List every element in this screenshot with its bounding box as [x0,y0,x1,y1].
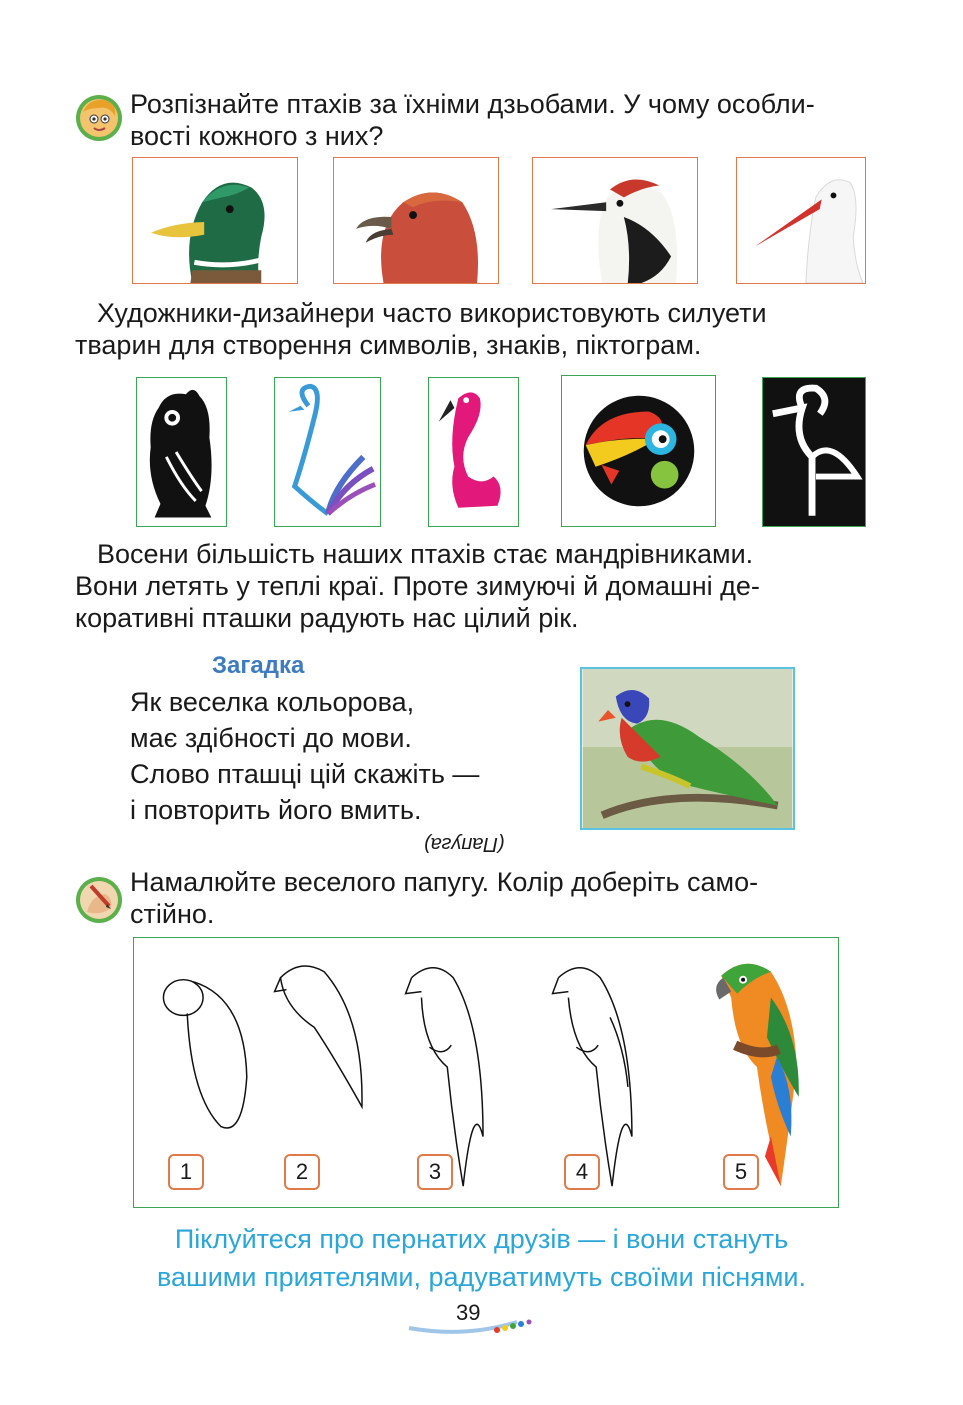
footer-line: вашими приятелями, радуватимуть своїми піснями. [157,1262,806,1292]
stork-pictogram [762,377,866,527]
swan-pictogram [274,377,381,527]
autumn-text [75,538,875,634]
task2-text [130,866,870,930]
riddle-title: Загадка [212,652,305,679]
step-number-2: 2 [284,1154,320,1190]
step-number-3: 3 [417,1154,453,1190]
owl-pictogram [136,377,227,527]
lorikeet-photo [580,667,795,830]
riddle-line: і повторить його вмить. [130,795,422,825]
stork-head-image [736,157,866,284]
task1-line: Розпізнайте птахів за їхніми дзьобами. У чому особли- [130,89,815,119]
task1-line: вості кожного з них? [130,121,384,151]
footer-note [60,1220,903,1296]
drawing-steps-panel [133,937,839,1208]
designers-line: тварин для створення символів, знаків, піктограм. [75,330,702,360]
step-number-4: 4 [564,1154,600,1190]
designers-line: Художники-дизайнери часто використовують силуети [97,298,767,328]
flamingo-pictogram [428,377,519,527]
riddle-text [130,684,479,828]
task2-line: стійно. [130,899,215,929]
step-number-1: 1 [168,1154,204,1190]
crossbill-head-image [333,157,499,284]
autumn-line: Восени більшість наших птахів стає мандрівниками. [97,539,754,569]
toucan-pictogram [561,375,716,527]
step-number-5: 5 [723,1154,759,1190]
task1-text [130,88,870,152]
woodpecker-head-image [532,157,698,284]
task2-line: Намалюйте веселого папугу. Колір доберіть само- [130,867,759,897]
riddle-answer: (Папуга) [424,833,505,855]
autumn-line: Вони летять у теплі краї. Проте зимуючі й домашні де- [75,571,760,601]
duck-head-image [132,157,298,284]
autumn-line: коративні пташки радують нас цілий рік. [75,603,579,633]
riddle-line: Як веселка кольорова, [130,687,415,717]
footer-line: Піклуйтеся про пернатих друзів — і вони стануть [174,1224,789,1254]
riddle-line: Слово пташці цій скажіть — [130,759,480,789]
child-head-icon [75,94,123,142]
riddle-line: має здібності до мови. [130,723,412,753]
page-number: 39 [456,1300,481,1325]
designers-text [75,297,875,361]
pencil-hand-icon [75,876,123,924]
